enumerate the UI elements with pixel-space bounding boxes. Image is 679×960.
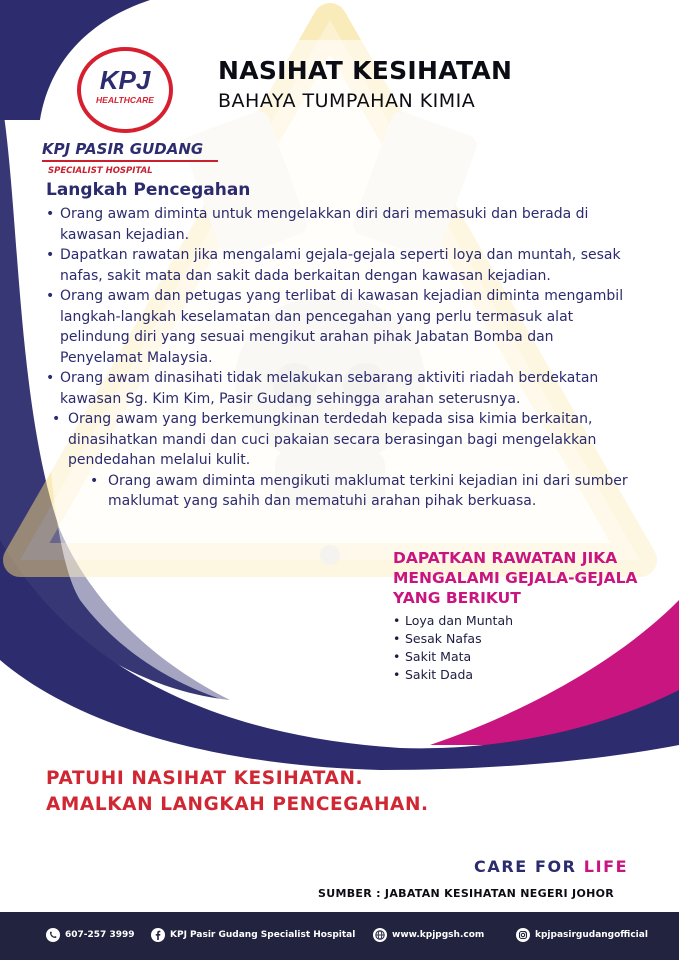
tagline-life: LIFE [583, 857, 629, 876]
symptoms-heading-line: MENGALAMI GEJALA-GEJALA [393, 569, 638, 587]
slogan [46, 766, 429, 818]
symptom-item: • Sesak Nafas [393, 630, 513, 648]
symptoms-heading [393, 548, 673, 608]
prevention-list [46, 204, 636, 512]
footer-phone-text: 607-257 3999 [65, 930, 135, 940]
list-item: • Orang awam yang berkemungkinan terdedah kepada sisa kimia berkaitan, dinasihatkan mandi dan cuci pakaian secara berasingan bagi mengelakkan pendedahan melalui kulit. [46, 409, 636, 471]
footer-facebook[interactable] [151, 928, 355, 942]
footer-website-text: www.kpjpgsh.com [392, 930, 485, 940]
tagline [474, 857, 628, 876]
source-note: SUMBER : JABATAN KESIHATAN NEGERI JOHOR [318, 887, 615, 900]
symptom-item: • Sakit Dada [393, 666, 513, 684]
logo-text: KPJ [99, 65, 151, 95]
logo-subtext: HEALTHCARE [96, 95, 154, 105]
facebook-icon [151, 928, 165, 942]
hospital-divider [42, 160, 218, 162]
symptoms-heading-line: DAPATKAN RAWATAN JIKA [393, 549, 618, 567]
footer-website[interactable] [373, 928, 484, 942]
page-title: NASIHAT KESIHATAN [218, 56, 513, 85]
symptoms-list [393, 612, 513, 684]
footer-bar [0, 912, 679, 960]
symptom-item: • Sakit Mata [393, 648, 513, 666]
globe-icon [373, 928, 387, 942]
hospital-subname: SPECIALIST HOSPITAL [48, 166, 153, 176]
tagline-care-for: CARE FOR [474, 857, 584, 876]
symptom-item: • Loya dan Muntah [393, 612, 513, 630]
slogan-line: AMALKAN LANGKAH PENCEGAHAN. [46, 794, 429, 815]
list-item: • Orang awam diminta mengikuti maklumat terkini kejadian ini dari sumber maklumat yang sahih dan mematuhi arahan pihak berkuasa. [46, 471, 636, 512]
slogan-line: PATUHI NASIHAT KESIHATAN. [46, 768, 364, 789]
page-subtitle: BAHAYA TUMPAHAN KIMIA [218, 90, 476, 112]
footer-instagram-text: kpjpasirgudangofficial [535, 930, 648, 940]
list-item: • Orang awam diminta untuk mengelakkan diri dari memasuki dan berada di kawasan kejadian. [46, 204, 636, 245]
symptoms-heading-line: YANG BERIKUT [393, 589, 521, 607]
footer-instagram[interactable] [516, 928, 648, 942]
kpj-logo [75, 45, 175, 135]
list-item: • Orang awam dinasihati tidak melakukan sebarang aktiviti riadah berdekatan kawasan Sg. Kim Kim, Pasir Gudang sehingga arahan seterusnya. [46, 368, 636, 409]
section-heading: Langkah Pencegahan [46, 180, 251, 200]
footer-phone[interactable] [46, 928, 135, 942]
hospital-name: KPJ PASIR GUDANG [42, 140, 204, 158]
list-item: • Orang awam dan petugas yang terlibat di kawasan kejadian diminta mengambil langkah-langkah keselamatan dan pencegahan yang perlu termasuk alat pelindung diri yang sesuai mengikut arahan pihak Jabatan Bomba dan Penyelamat Malaysia. [46, 286, 636, 368]
list-item: • Dapatkan rawatan jika mengalami gejala-gejala seperti loya dan muntah, sesak nafas, sakit mata dan sakit dada berkaitan dengan kawasan kejadian. [46, 245, 636, 286]
instagram-icon [516, 928, 530, 942]
phone-icon [46, 928, 60, 942]
footer-facebook-text: KPJ Pasir Gudang Specialist Hospital [170, 930, 356, 940]
